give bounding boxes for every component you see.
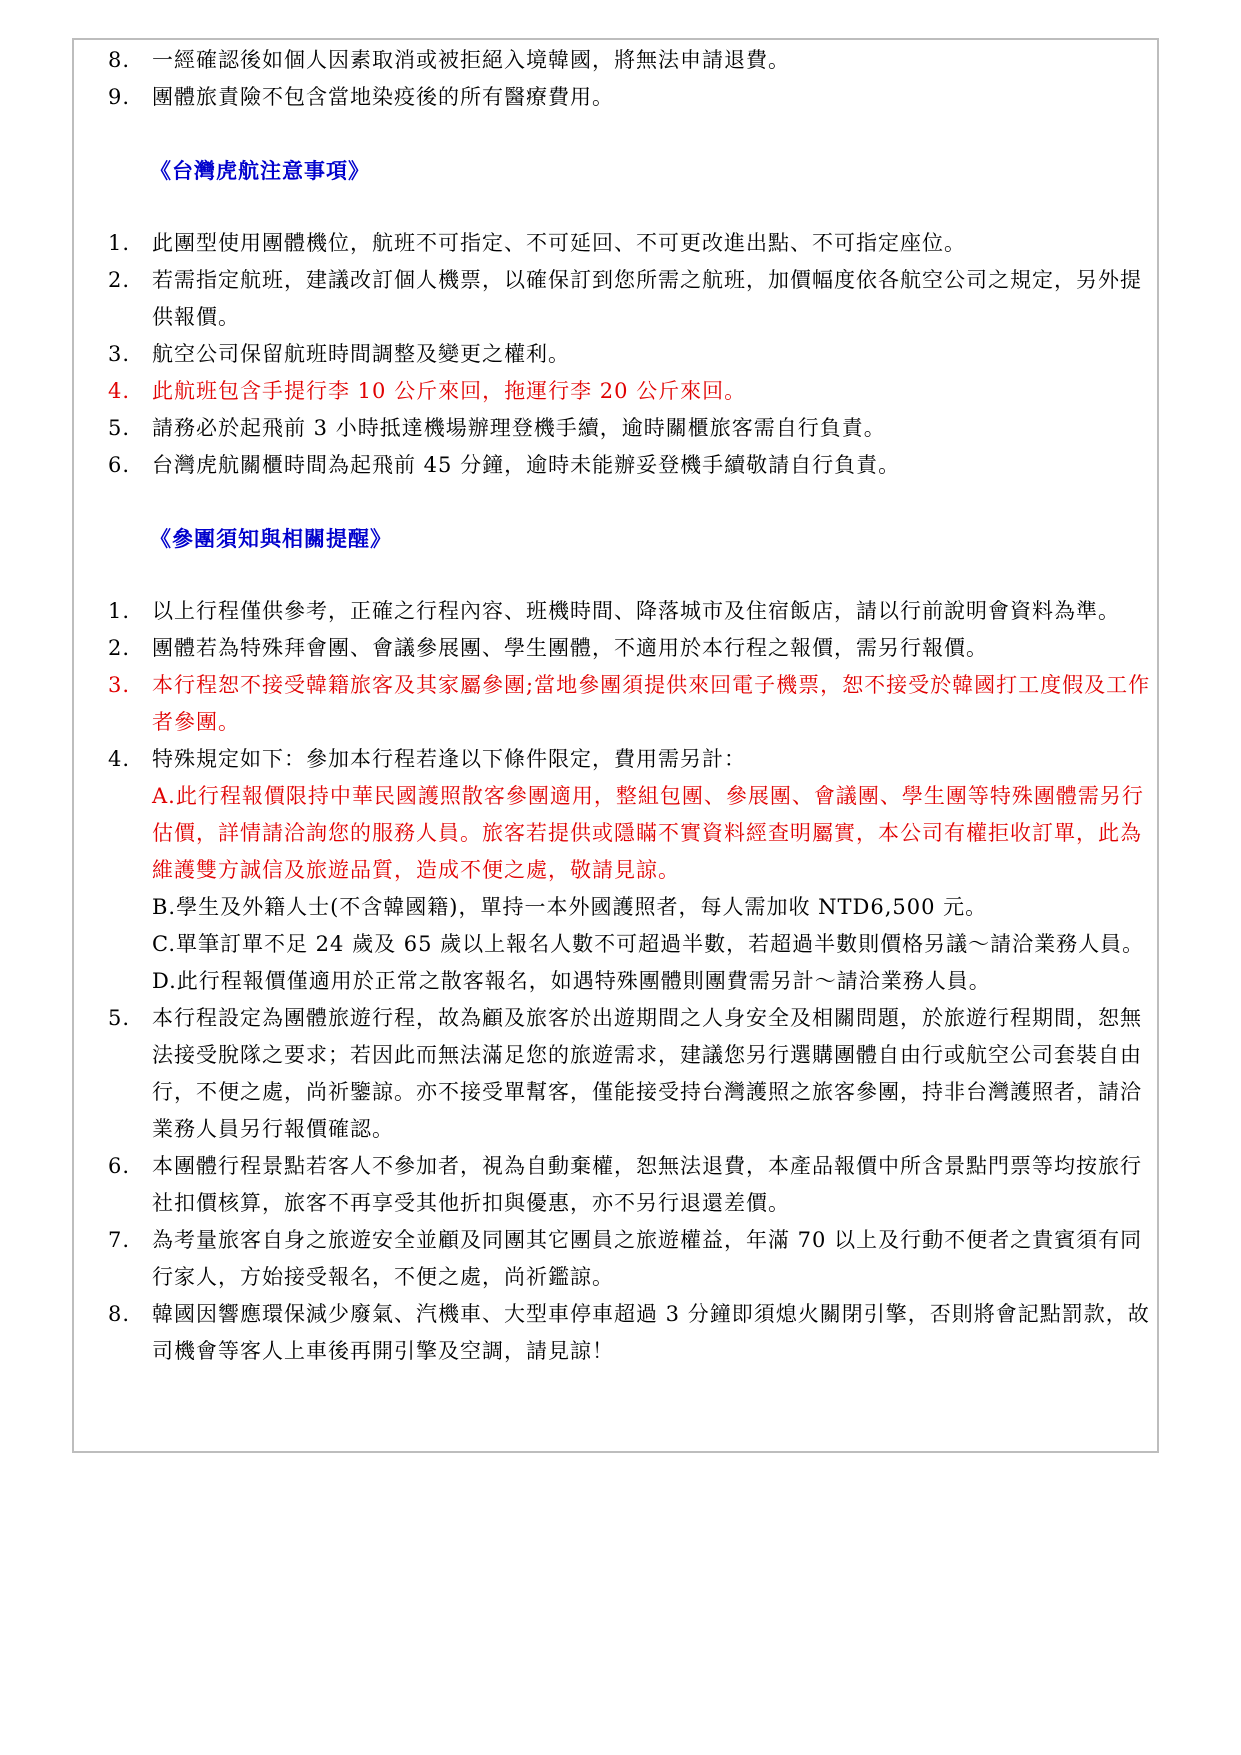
item-text: 團體若為特殊拜會團、會議參展團、學生團體，不適用於本行程之報價，需另行報價。 xyxy=(152,636,988,660)
item-text: 為考量旅客自身之旅遊安全並顧及同團其它團員之旅遊權益，年滿 70 以上及行動不便者之貴賓須有同行家人，方始接受報名，不便之處，尚祈鑑諒。 xyxy=(152,1228,1143,1289)
list-item-highlighted xyxy=(108,667,1158,741)
item-number: 2. xyxy=(108,636,131,660)
item-number: 1. xyxy=(108,599,131,623)
item-text: 本行程恕不接受韓籍旅客及其家屬參團;當地參團須提供來回電子機票，恕不接受於韓國打工度假及工作者參團。 xyxy=(152,673,1151,734)
list-item xyxy=(108,42,1158,79)
item-text: 以上行程僅供參考，正確之行程內容、班機時間、降落城市及住宿飯店，請以行前說明會資料為準。 xyxy=(152,599,1120,623)
item-number: 6. xyxy=(108,453,131,477)
item-number: 2. xyxy=(108,268,131,292)
notice-list xyxy=(108,593,1158,1370)
item-number: 3. xyxy=(108,342,131,366)
list-item xyxy=(108,1222,1158,1296)
sub-item-a: A.此行程報價限持中華民國護照散客參團適用，整組包團、參展團、會議團、學生團等特殊團體需另行估價，詳情請洽詢您的服務人員。旅客若提供或隱瞞不實資料經查明屬實，本公司有權拒收訂單，此為維護雙方誠信及旅遊品質，造成不便之處，敬請見諒。 xyxy=(152,784,1144,882)
item-text: 此航班包含手提行李 10 公斤來回，拖運行李 20 公斤來回。 xyxy=(152,379,747,403)
notice-heading: 《參團須知與相關提醒》 xyxy=(150,526,392,551)
list-item xyxy=(108,447,1158,484)
previous-section-list xyxy=(108,42,1158,116)
list-item xyxy=(108,225,1158,262)
sub-item-c: C.單筆訂單不足 24 歲及 65 歲以上報名人數不可超過半數，若超過半數則價格另議～請洽業務人員。 xyxy=(152,932,1145,956)
item-number: 8. xyxy=(108,1302,131,1326)
item-number: 3. xyxy=(108,673,131,697)
tigerair-heading: 《台灣虎航注意事項》 xyxy=(150,158,370,183)
item-text: 團體旅責險不包含當地染疫後的所有醫療費用。 xyxy=(152,85,614,109)
item-text: 本行程設定為團體旅遊行程，故為顧及旅客於出遊期間之人身安全及相關問題，於旅遊行程期間，恕無法接受脫隊之要求；若因此而無法滿足您的旅遊需求，建議您另行選購團體自由行或航空公司套裝自由行，不便之處，尚祈鑒諒。亦不接受單幫客，僅能接受持台灣護照之旅客參團，持非台灣護照者，請洽業務人員另行報價確認。 xyxy=(152,1006,1142,1141)
item-number: 8. xyxy=(108,48,131,72)
item-text: 台灣虎航關櫃時間為起飛前 45 分鐘，逾時未能辦妥登機手續敬請自行負責。 xyxy=(152,453,901,477)
item-number: 6. xyxy=(108,1154,131,1178)
item-text: 本團體行程景點若客人不參加者，視為自動棄權，恕無法退費，本產品報價中所含景點門票等均按旅行社扣價核算，旅客不再享受其他折扣與優惠，亦不另行退還差價。 xyxy=(152,1154,1142,1215)
list-item xyxy=(108,79,1158,116)
list-item xyxy=(108,593,1158,630)
item-number: 4. xyxy=(108,379,131,403)
item-number: 7. xyxy=(108,1228,131,1252)
list-item xyxy=(108,1148,1158,1222)
item-number: 5. xyxy=(108,1006,131,1030)
list-item-highlighted xyxy=(108,373,1158,410)
list-item xyxy=(108,1296,1158,1370)
item-text: 若需指定航班，建議改訂個人機票，以確保訂到您所需之航班，加價幅度依各航空公司之規定，另外提供報價。 xyxy=(152,268,1142,329)
list-item xyxy=(108,262,1158,336)
document-body xyxy=(108,42,1158,1370)
sub-item-b: B.學生及外籍人士(不含韓國籍)，單持一本外國護照者，每人需加收 NTD6,500 元。 xyxy=(152,895,988,919)
item-text: 一經確認後如個人因素取消或被拒絕入境韓國，將無法申請退費。 xyxy=(152,48,790,72)
list-item xyxy=(108,630,1158,667)
list-item xyxy=(108,410,1158,447)
item-text: 此團型使用團體機位，航班不可指定、不可延回、不可更改進出點、不可指定座位。 xyxy=(152,231,966,255)
item-number: 4. xyxy=(108,747,131,771)
item-text: 特殊規定如下：參加本行程若逢以下條件限定，費用需另計： xyxy=(152,747,746,771)
item-text: 韓國因響應環保減少廢氣、汽機車、大型車停車超過 3 分鐘即須熄火關閉引擎，否則將會記點罰款，故司機會等客人上車後再開引擎及空調，請見諒！ xyxy=(152,1302,1150,1363)
list-item xyxy=(108,336,1158,373)
sub-item-d: D.此行程報價僅適用於正常之散客報名，如遇特殊團體則團費需另計～請洽業務人員。 xyxy=(152,969,991,993)
item-number: 9. xyxy=(108,85,131,109)
item-text: 航空公司保留航班時間調整及變更之權利。 xyxy=(152,342,570,366)
list-item xyxy=(108,1000,1158,1148)
tigerair-list xyxy=(108,225,1158,484)
item-number: 5. xyxy=(108,416,131,440)
list-item xyxy=(108,741,1158,1000)
item-number: 1. xyxy=(108,231,131,255)
item-text: 請務必於起飛前 3 小時抵達機場辦理登機手續，逾時關櫃旅客需自行負責。 xyxy=(152,416,886,440)
